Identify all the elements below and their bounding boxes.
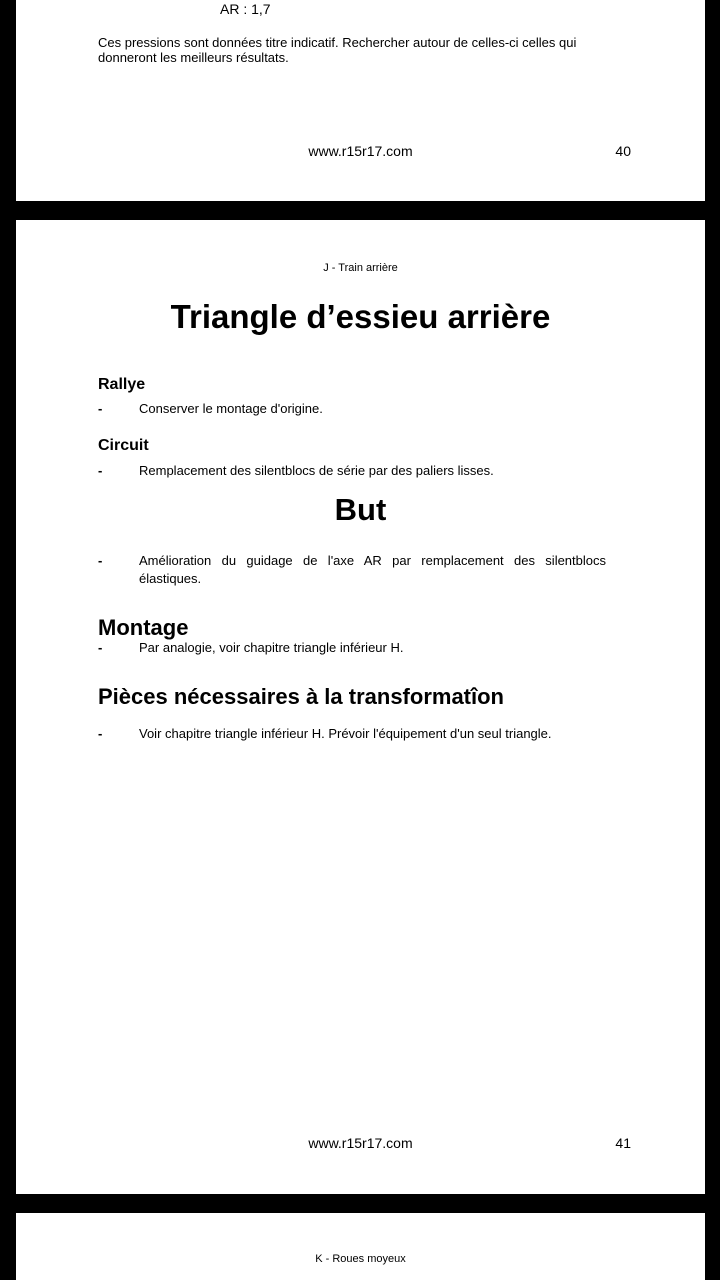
- bullet-text-circuit: Remplacement des silentblocs de série par des paliers lisses.: [139, 463, 494, 478]
- bullet-dash: -: [98, 640, 103, 655]
- document-page-40: [16, 0, 705, 201]
- page-footer-url: www.r15r17.com: [308, 1135, 413, 1151]
- pressure-note-paragraph: Ces pressions sont données titre indicatif. Rechercher autour de celles-ci celles qui donneront les meilleurs résultats.: [98, 35, 577, 65]
- page-number: 41: [615, 1135, 631, 1151]
- bullet-dash: -: [98, 463, 103, 478]
- bullet-text-montage: Par analogie, voir chapitre triangle inférieur H.: [139, 640, 404, 655]
- ar-pressure-line: AR : 1,7: [220, 1, 271, 17]
- section-heading-pieces: Pièces nécessaires à la transformatîon: [98, 684, 504, 709]
- section-heading-but: But: [334, 492, 387, 527]
- document-page-next: [16, 1213, 705, 1280]
- bullet-text-pieces: Voir chapitre triangle inférieur H. Prévoir l'équipement d'un seul triangle.: [139, 726, 552, 741]
- section-heading-rallye: Rallye: [98, 376, 146, 393]
- bullet-dash: -: [98, 401, 103, 416]
- document-page-41: [16, 220, 705, 1194]
- section-heading-circuit: Circuit: [98, 437, 149, 454]
- bullet-text-but: Amélioration du guidage de l'axe AR par remplacement des silentblocs élastiques.: [139, 553, 606, 586]
- chapter-header: K - Roues moyeux: [315, 1253, 406, 1265]
- bullet-dash: -: [98, 726, 103, 741]
- page-title: Triangle d’essieu arrière: [170, 298, 551, 335]
- section-heading-montage: Montage: [98, 615, 189, 640]
- chapter-header: J - Train arrière: [323, 262, 398, 274]
- bullet-dash: -: [98, 553, 103, 568]
- bullet-text-rallye: Conserver le montage d'origine.: [139, 401, 323, 416]
- page-footer-url: www.r15r17.com: [308, 143, 413, 159]
- page-number: 40: [615, 143, 631, 159]
